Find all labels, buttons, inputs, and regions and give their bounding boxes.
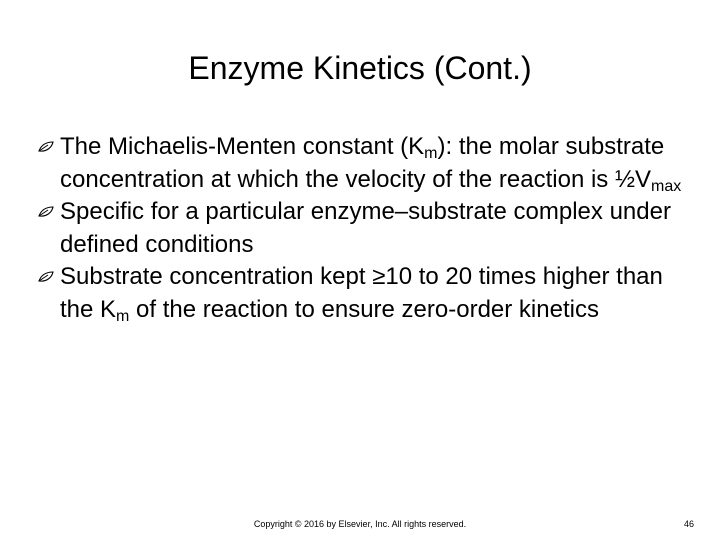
bullet-text: The Michaelis-Menten constant (K [60,133,425,160]
leaf-bullet-icon [38,141,54,153]
bullet-item-substrate-concentration [38,261,698,326]
leaf-bullet-icon [38,206,54,218]
bullet-text: Specific for a particular enzyme–substrate complex under defined conditions [60,198,671,258]
footer-copyright: Copyright © 2016 by Elsevier, Inc. All rights reserved. [253,519,467,529]
leaf-bullet-icon [38,271,54,283]
bullet-text: Substrate concentration kept ≥10 to 20 times higher than the K [60,263,663,323]
slide-title: Enzyme Kinetics (Cont.) [188,50,532,86]
subscript-m: m [116,307,130,325]
bullet-item-km-definition [38,131,698,196]
bullet-text: ): the molar substrate concentration at which the velocity of the reaction is ½V [60,133,665,193]
page-number: 46 [683,519,694,529]
subscript-max: max [651,177,682,195]
bullet-text: of the reaction to ensure zero-order kinetics [129,295,599,323]
bullet-item-specificity [38,196,698,261]
subscript-m: m [424,145,438,162]
bullet-list [38,131,698,326]
